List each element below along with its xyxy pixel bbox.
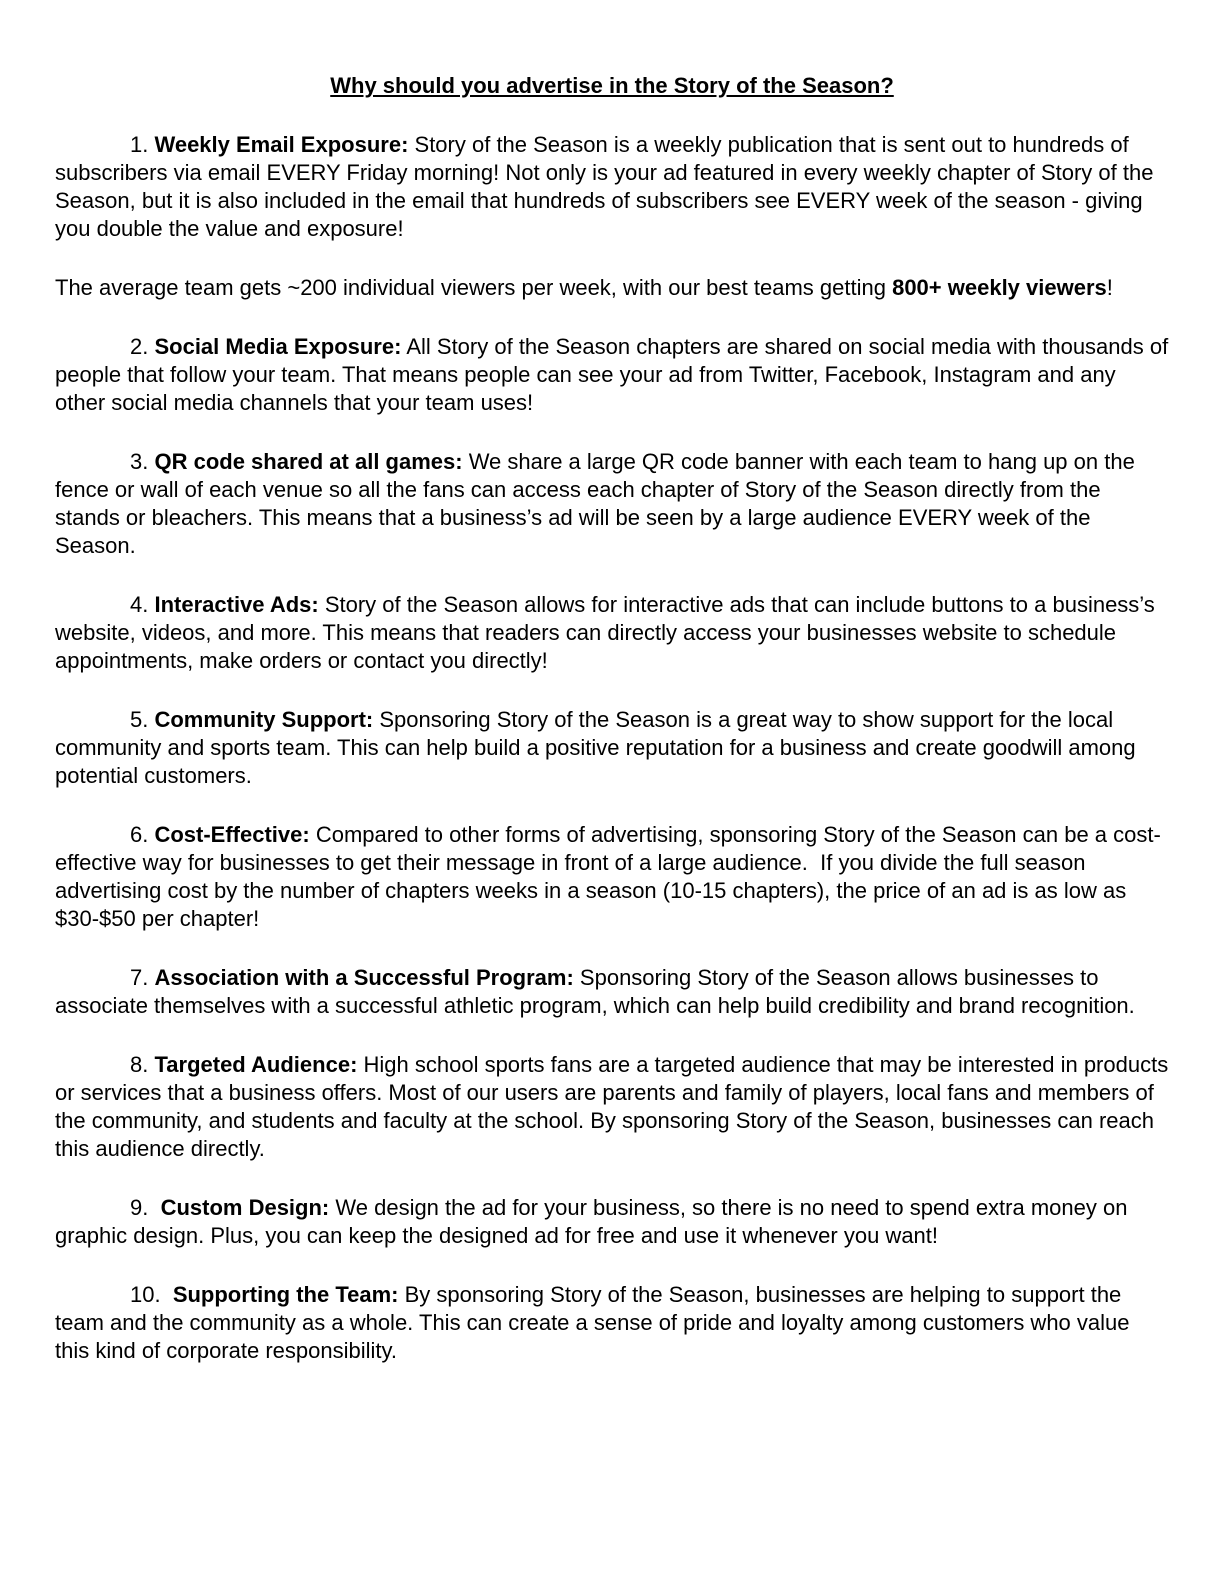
paragraph-bold-text: Social Media Exposure: [154, 334, 402, 359]
paragraph-text: Sponsoring Story of the Season allows businesses to associate themselves with a successful athletic program, which can help build credibility and brand recognition. [55, 965, 1135, 1018]
paragraph-text: High school sports fans are a targeted audience that may be interested in products or services that a business offers. Most of our users are parents and family of players, local fans and members of the community, and students and faculty at the school. By sponsoring Story of the Season, businesses can reach this audience directly. [55, 1052, 1169, 1161]
paragraph-text: 1. [130, 132, 155, 157]
paragraph-bold-text: 800+ weekly viewers [892, 275, 1107, 300]
average-viewers-note [55, 274, 1169, 302]
paragraph-bold-text: Cost-Effective: [154, 822, 310, 847]
paragraph-text: The average team gets ~200 individual viewers per week, with our best teams getting [55, 275, 893, 300]
paragraph-text: 5. [130, 707, 155, 732]
paragraph-text: 6. [130, 822, 155, 847]
point-2-social-media-exposure [55, 333, 1169, 417]
point-6-cost-effective [55, 821, 1169, 933]
paragraph-text: We share a large QR code banner with each team to hang up on the fence or wall of each venue so all the fans can access each chapter of Story of the Season directly from the stands or bleachers. This means that a business’s ad will be seen by a large audience EVERY week of the Season. [55, 449, 1135, 558]
paragraph-text: 4. [130, 592, 155, 617]
paragraph-bold-text: Targeted Audience: [154, 1052, 358, 1077]
point-5-community-support [55, 706, 1169, 790]
paragraph-text: Story of the Season is a weekly publication that is sent out to hundreds of subscribers via email EVERY Friday morning! Not only is your ad featured in every weekly chapter of Story of the Season, but it is also included in the email that hundreds of subscribers see EVERY week of the season - giving you double the value and exposure! [55, 132, 1154, 241]
document-content [55, 131, 1169, 1365]
point-8-targeted-audience [55, 1051, 1169, 1163]
paragraph-text: 8. [130, 1052, 155, 1077]
document-title: Why should you advertise in the Story of the Season? [330, 73, 894, 98]
paragraph-text: Story of the Season allows for interactive ads that can include buttons to a business’s website, videos, and more. This means that readers can directly access your businesses website to schedule appointments, make orders or contact you directly! [55, 592, 1155, 673]
paragraph-bold-text: Custom Design: [160, 1195, 330, 1220]
paragraph-text: 9. [130, 1195, 161, 1220]
paragraph-text: Compared to other forms of advertising, sponsoring Story of the Season can be a cost-effective way for businesses to get their message in front of a large audience. If you divide the full season advertising cost by the number of chapters weeks in a season (10-15 chapters), the price of an ad is as low as $30-$50 per chapter! [55, 822, 1161, 931]
point-1-weekly-email-exposure [55, 131, 1169, 243]
paragraph-text: Sponsoring Story of the Season is a great way to show support for the local community and sports team. This can help build a positive reputation for a business and create goodwill among potential customers. [55, 707, 1136, 788]
paragraph-bold-text: Interactive Ads: [154, 592, 319, 617]
paragraph-bold-text: Community Support: [154, 707, 374, 732]
paragraph-text: All Story of the Season chapters are shared on social media with thousands of people that follow your team. That means people can see your ad from Twitter, Facebook, Instagram and any other social media channels that your team uses! [55, 334, 1169, 415]
point-7-association-successful-program [55, 964, 1169, 1020]
paragraph-text: 10. [130, 1282, 173, 1307]
point-3-qr-code [55, 448, 1169, 560]
point-4-interactive-ads [55, 591, 1169, 675]
paragraph-bold-text: Association with a Successful Program: [154, 965, 574, 990]
paragraph-bold-text: QR code shared at all games: [154, 449, 463, 474]
paragraph-text: 3. [130, 449, 155, 474]
paragraph-text: ! [1106, 275, 1113, 300]
paragraph-bold-text: Weekly Email Exposure: [154, 132, 409, 157]
paragraph-text: By sponsoring Story of the Season, businesses are helping to support the team and the community as a whole. This can create a sense of pride and loyalty among customers who value this kind of corporate responsibility. [55, 1282, 1130, 1363]
paragraph-text: We design the ad for your business, so there is no need to spend extra money on graphic design. Plus, you can keep the designed ad for free and use it whenever you want! [55, 1195, 1128, 1248]
point-9-custom-design [55, 1194, 1169, 1250]
paragraph-text: 2. [130, 334, 155, 359]
paragraph-bold-text: Supporting the Team: [172, 1282, 399, 1307]
point-10-supporting-the-team [55, 1281, 1169, 1365]
paragraph-text: 7. [130, 965, 155, 990]
